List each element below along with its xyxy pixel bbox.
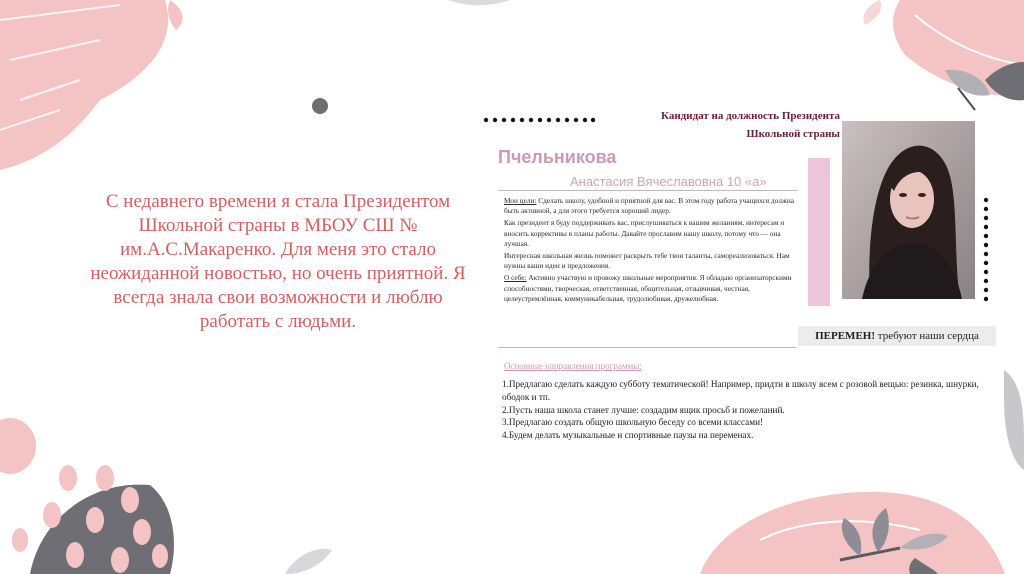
dot-gray — [312, 98, 328, 114]
list-item: 4.Будем делать музыкальные и спортивные паузы на переменах. — [502, 430, 754, 441]
about-text: Активно участвую и провожу школьные мероприятия. Я обладаю организаторскими способностями, творческая, ответственная, общительная, отзывчивая, честная, целеустремлённая, коммуникабельная, трудолюбивая, дружелюбная. — [504, 273, 792, 303]
decorative-pink-block — [808, 158, 830, 306]
list-item: 3.Предлагаю создать общую школьную беседу со всеми классами! — [502, 417, 764, 428]
program-directions-list — [502, 378, 992, 442]
divider — [498, 347, 796, 348]
candidate-photo — [842, 121, 975, 299]
candidate-bio — [504, 196, 799, 306]
intro-text: С недавнего времени я стала Президентом Школьной страны в МБОУ СШ № им.А.С.Макаренко. Для меня это стало неожиданной новостью, но очень приятной. Я всегда знала свои возможности и люблю работать с людьми. — [90, 191, 466, 332]
goal-text: Сделать школу, удобной и приятной для вас. В этом году работа учащихся должна быть активной, а для этого требуется хороший лидер. — [504, 196, 795, 216]
leaf-bottom-left-gray — [30, 485, 174, 574]
bio-about — [504, 273, 799, 304]
poster-header-line2: Школьной страны — [746, 128, 840, 140]
list-item: 2.Пусть наша школа станет лучше: создадим ящик просьб и пожеланий. — [502, 404, 785, 415]
program-directions-title: Основные направления программы: — [504, 361, 642, 371]
slogan-banner — [798, 326, 996, 346]
bio-goals — [504, 196, 799, 216]
list-item: 1.Предлагаю сделать каждую субботу тематической! Например, придти в школу всем с розовой вещью: резинка, шнурки, ободок и тп. — [502, 379, 979, 402]
goal-label: Мои цели: — [504, 196, 537, 205]
about-label: О себе: — [504, 273, 527, 283]
bio-paragraph: Как президент я буду поддерживать вас, прислушиваться к вашим желаниям, интересам и вносить коррективы в планы работы. Давайте прославим нашу школу, потому что — она лучшая. — [504, 218, 785, 248]
dotted-line-right — [982, 196, 990, 306]
bio-paragraph: Интересная школьная жизнь поможет раскрыть тебе твои таланты, самореализоваться. Нам нужны ваши идеи и предложения. — [504, 251, 790, 271]
slogan-rest: требуют наши сердца — [875, 330, 979, 342]
divider — [498, 190, 798, 191]
poster-header-line1: Кандидат на должность Президента — [661, 110, 840, 122]
slogan-bold: ПЕРЕМЕН! — [815, 330, 875, 342]
candidate-surname: Пчельникова — [498, 147, 617, 167]
leaf-top-left — [0, 0, 168, 170]
candidate-full-name: Анастасия Вячеславовна 10 «а» — [570, 174, 767, 189]
